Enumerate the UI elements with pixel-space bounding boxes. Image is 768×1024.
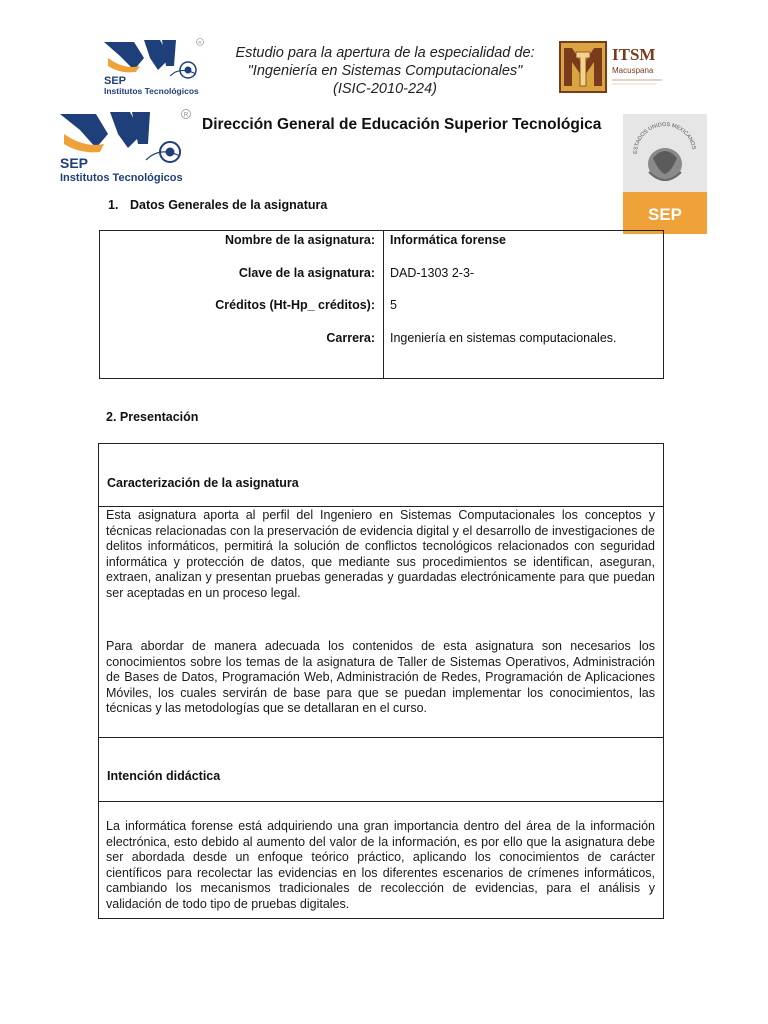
didactic-intent-title: Intención didáctica	[107, 769, 221, 783]
registered-mark-big: R	[183, 112, 189, 119]
row-divider	[99, 737, 663, 738]
study-title-line1: Estudio para la apertura de la especialidad de:	[235, 45, 535, 61]
value-career: Ingeniería en sistemas computacionales.	[390, 331, 617, 345]
mexico-emblem-sep-badge	[623, 114, 707, 234]
value-subject-key: DAD-1303 2-3-	[390, 266, 475, 280]
row-divider	[99, 506, 663, 507]
value-credits: 5	[390, 298, 397, 312]
value-subject-name: Informática forense	[390, 233, 507, 247]
itsm-logo	[558, 40, 668, 94]
label-credits: Créditos (Ht-Hp_ créditos):	[215, 298, 375, 312]
label-subject-key: Clave de la asignatura:	[238, 266, 375, 280]
label-career: Carrera:	[326, 331, 375, 345]
general-data-table	[99, 230, 664, 379]
study-title	[215, 44, 555, 98]
study-title-line2: "Ingeniería en Sistemas Computacionales"	[247, 63, 523, 79]
section1-number: 1.	[108, 198, 119, 212]
sep-badge-label: SEP	[647, 205, 683, 224]
sep-logo-small-subtitle: Institutos Tecnológicos	[104, 86, 199, 96]
section1-heading	[108, 198, 327, 212]
sep-logo-big-subtitle: Institutos Tecnológicos	[60, 172, 183, 184]
characterization-paragraph-2: Para abordar de manera adecuada los contenidos de esta asignatura son necesarios los conocimientos sobre los temas de la asignatura de Taller de Sistemas Operativos, Administración de Bases de Datos, Programación Web, Administración de Redes, Programación de Aplicaciones Móviles, los cuales servirán de base para que se puedan implementar los conocimientos, las técnicas y las metodologías que se detallaran en el curso.	[106, 639, 655, 715]
table-divider	[383, 231, 384, 378]
sep-logo-big-brand: SEP	[60, 155, 89, 171]
characterization-title: Caracterización de la asignatura	[107, 476, 299, 490]
section2-heading: 2. Presentación	[106, 410, 199, 424]
sep-logo-small-brand: SEP	[104, 75, 127, 87]
sep-logo-small	[100, 36, 212, 98]
characterization-paragraph-1: Esta asignatura aporta al perfil del Ingeniero en Sistemas Computacionales los conceptos y técnicas relacionadas con la preservación de evidencia digital y el desarrollo de investigaciones de delitos informáticos, permitirá la solución de conflictos tecnológicos relacionados con seguridad informática y protección de datos, que mediante sus procedimientos se identifican, aseguran, extraen, analizan y presentan pruebas generadas y guardadas electrónicamente para que puedan ser aceptadas en un proceso legal.	[106, 508, 655, 600]
didactic-intent-paragraph: La informática forense está adquiriendo una gran importancia dentro del área de la información electrónica, esto debido al aumento del valor de la información, es por ello que la asignatura debe ser abordada desde un enfoque teórico práctico, aplicando los conocimientos de carácter científicos para recolectar las evidencias en los diferentes escenarios de crímenes informáticos, cambiando los mecanismos tradicionales de recolección de evidencias, para el análisis y validación de todo tipo de pruebas digitales.	[106, 819, 655, 911]
row-divider	[99, 801, 663, 802]
study-title-line3: (ISIC-2010-224)	[333, 81, 437, 97]
itsm-logo-subtitle: Macuspana	[612, 66, 654, 75]
presentation-table	[98, 443, 664, 919]
sep-logo-big	[56, 106, 202, 186]
section1-heading-text: Datos Generales de la asignatura	[130, 198, 328, 212]
label-subject-name: Nombre de la asignatura:	[224, 233, 375, 247]
direction-title: Dirección General de Educación Superior Tecnológica	[202, 116, 602, 133]
mexico-emblem-arc-text: ESTADOS UNIDOS MEXICANOS	[632, 121, 697, 155]
registered-mark: R	[198, 40, 202, 45]
itsm-logo-name: ITSM	[612, 45, 656, 64]
